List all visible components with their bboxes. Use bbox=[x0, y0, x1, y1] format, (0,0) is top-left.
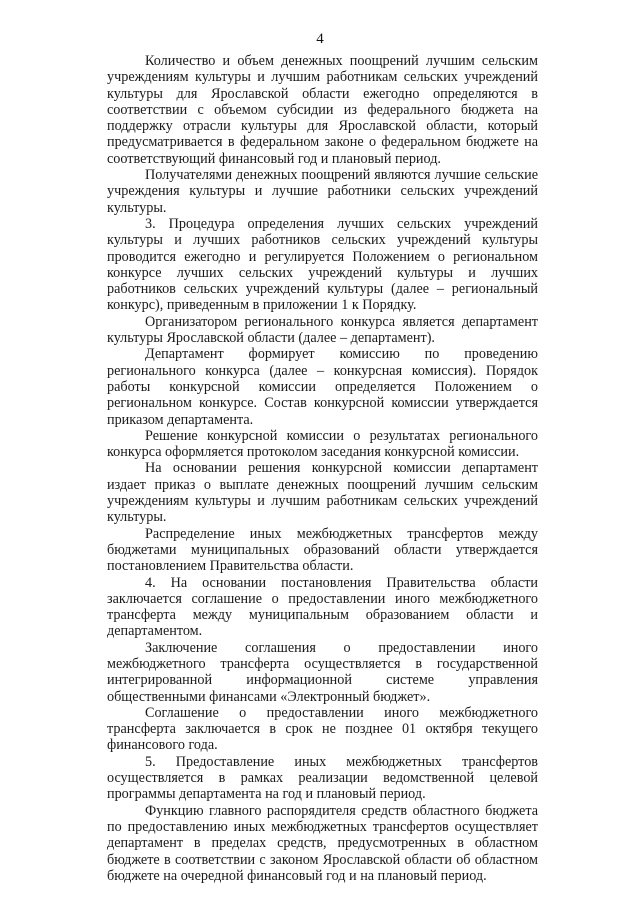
paragraph-budget-manager: Функцию главного распорядителя средств областного бюджета по предоставлению иных межбюджетных трансфертов осуществляет департамент в пределах средств, предусмотренных в областном бюджете в соответствии с законом Ярославской области об областном бюджете на очередной финансовый год и на плановый период. bbox=[107, 802, 538, 884]
paragraph-commission-decision: Решение конкурсной комиссии о результатах регионального конкурса оформляется протоколом заседания конкурсной комиссии. bbox=[107, 427, 538, 461]
paragraph-agreement: 4. На основании постановления Правительства области заключается соглашение о предоставлении иного межбюджетного трансферта между муниципальным образованием области и департаментом. bbox=[107, 574, 538, 640]
paragraph-department-order: На основании решения конкурсной комиссии департамент издает приказ о выплате денежных поощрений лучшим сельским учреждениям культуры и лучшим работникам сельских учреждений культуры. bbox=[107, 460, 538, 526]
document-body bbox=[107, 53, 538, 884]
paragraph-agreement-deadline: Соглашение о предоставлении иного межбюджетного трансферта заключается в срок не позднее 01 октября текущего финансового года. bbox=[107, 704, 538, 754]
paragraph-commission: Департамент формирует комиссию по проведению регионального конкурса (далее – конкурсная комиссия). Порядок работы конкурсной комиссии определяется Положением о региональном конкурсе. Состав конкурсной комиссии утверждается приказом департамента. bbox=[107, 346, 538, 428]
paragraph-reward-amount: Количество и объем денежных поощрений лучшим сельским учреждениям культуры и лучшим работникам сельских учреждений культуры для Ярославской области ежегодно определяются в соответствии с объемом субсидии из федерального бюджета на поддержку отрасли культуры для Ярославской области, который предусматривается в федеральном законе о федеральном бюджете на соответствующий финансовый год и плановый период. bbox=[107, 53, 538, 167]
paragraph-program: 5. Предоставление иных межбюджетных трансфертов осуществляется в рамках реализации ведомственной целевой программы департамента на год и плановый период. bbox=[107, 753, 538, 803]
paragraph-organizer: Организатором регионального конкурса является департамент культуры Ярославской области (далее – департамент). bbox=[107, 313, 538, 347]
paragraph-recipients: Получателями денежных поощрений являются лучшие сельские учреждения культуры и лучшие работники сельских учреждений культуры. bbox=[107, 167, 538, 216]
paragraph-procedure: 3. Процедура определения лучших сельских учреждений культуры и лучших работников сельских учреждений культуры проводится ежегодно и регулируется Положением о региональном конкурсе лучших сельских учреждений культуры и лучших работников сельских учреждений культуры (далее – региональный конкурс), приведенным в приложении 1 к Порядку. bbox=[107, 215, 538, 314]
paragraph-distribution: Распределение иных межбюджетных трансфертов между бюджетами муниципальных образований области утверждается постановлением Правительства области. bbox=[107, 525, 538, 575]
paragraph-electronic-budget: Заключение соглашения о предоставлении иного межбюджетного трансферта осуществляется в государственной интегрированной информационной системе управления общественными финансами «Электронный бюджет». bbox=[107, 639, 538, 705]
page-number: 4 bbox=[316, 31, 324, 47]
